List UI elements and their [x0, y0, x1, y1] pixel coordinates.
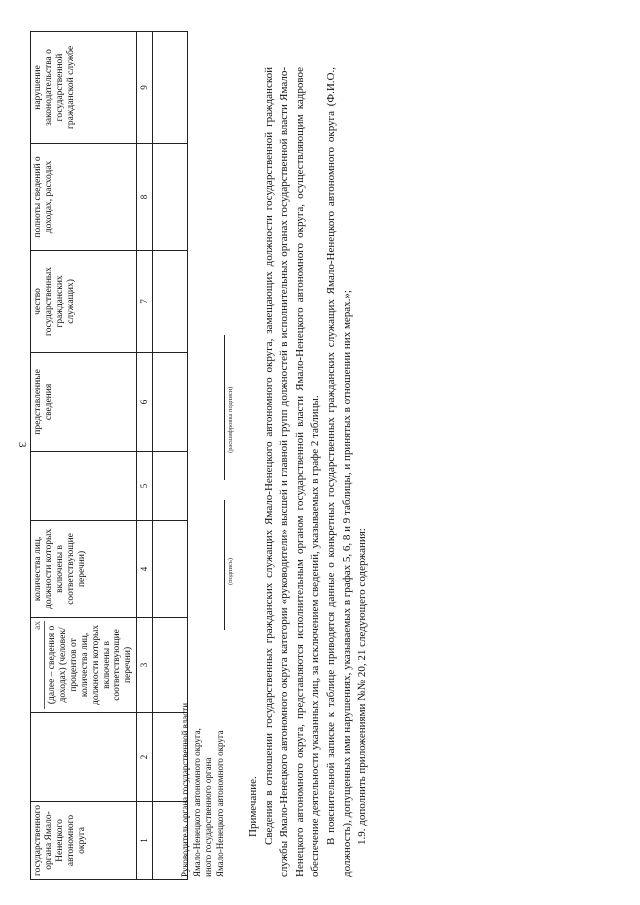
header-cell-4: количества лиц, должности которых включены в соответствующие перечни) — [31, 520, 137, 617]
header-cell-5 — [31, 451, 137, 520]
column-number: 1 — [137, 801, 153, 879]
column-number: 9 — [137, 31, 153, 143]
signature-block — [172, 15, 252, 885]
signature-caption: (подпись) — [227, 558, 234, 585]
signature-line: иного государственного органа — [203, 757, 214, 877]
decode-underline — [224, 335, 225, 480]
column-number: 7 — [137, 250, 153, 352]
header-cell-3-text: (далее – сведения о доходах) (человек/ процентов от количества лиц, должности которых включены в соответствующие перечни) — [46, 624, 134, 705]
table-number-row — [137, 31, 153, 879]
signature-line: Руководитель органа государственной власти — [180, 702, 190, 877]
table-header-row — [31, 31, 137, 879]
header-cell-1: государственного органа Ямало-Ненецкого автономного округа — [31, 801, 137, 879]
header-cell-9: нарушение законодательства о государственной гражданской службе — [31, 31, 137, 143]
header-cell-6: представленные сведения — [31, 352, 137, 451]
header-cell-7: чество государственных гражданских служащих) — [31, 250, 137, 352]
column-number: 6 — [137, 352, 153, 451]
column-number: 5 — [137, 451, 153, 520]
signature-underline — [224, 500, 225, 630]
header-cell-3 — [31, 617, 137, 712]
page-number: 3 — [16, 442, 28, 448]
note-heading: Примечание. — [247, 776, 259, 837]
column-number: 3 — [137, 617, 153, 712]
note-paragraph: Сведения в отношении государственных гражданских служащих Ямало-Ненецкого автономного округа, замещающих должности государственной гражданской службы Ямало-Ненецкого автономного округа категории «руководители» высшей и главной групп должностей в исполнительных органах государственной власти Ямало-Ненецкого автономного округа, представляются исполнительным органом государственной власти Ямало-Ненецкого автономного округа, осуществляющим кадровое обеспечение деятельности указанных лиц, за исключением сведений, указываемых в графе 2 таблицы. — [262, 67, 322, 877]
rotated-page-content — [20, 15, 620, 885]
signature-title — [180, 703, 227, 877]
column-number: 2 — [137, 712, 153, 801]
report-table — [30, 31, 188, 880]
signature-line: Ямало-Ненецкого автономного округа, — [191, 728, 202, 877]
amendment-paragraph: 1.9. дополнить приложениями №№ 20, 21 следующего содержания: — [356, 528, 369, 845]
header-cell-2 — [31, 712, 137, 801]
note-paragraph: В пояснительной записке к таблице приводятся данные о конкретных государственных гражданских служащих Ямало-Ненецкого автономного округа (Ф.И.О., должность), допущенных ими нарушениях, указываемых в графах 5, 6, 8 и 9 таблицы, и принятых в отношении них мерах.»; — [325, 67, 353, 877]
note-section — [246, 67, 371, 877]
decode-caption: (расшифровка подписи) — [227, 386, 234, 453]
column-number: 8 — [137, 143, 153, 250]
header-cell-3-top: ах — [33, 621, 45, 709]
header-cell-8: полноты сведений о доходах, расходах — [31, 143, 137, 250]
column-number: 4 — [137, 520, 153, 617]
signature-line: Ямало-Ненецкого автономного округа — [215, 730, 226, 877]
